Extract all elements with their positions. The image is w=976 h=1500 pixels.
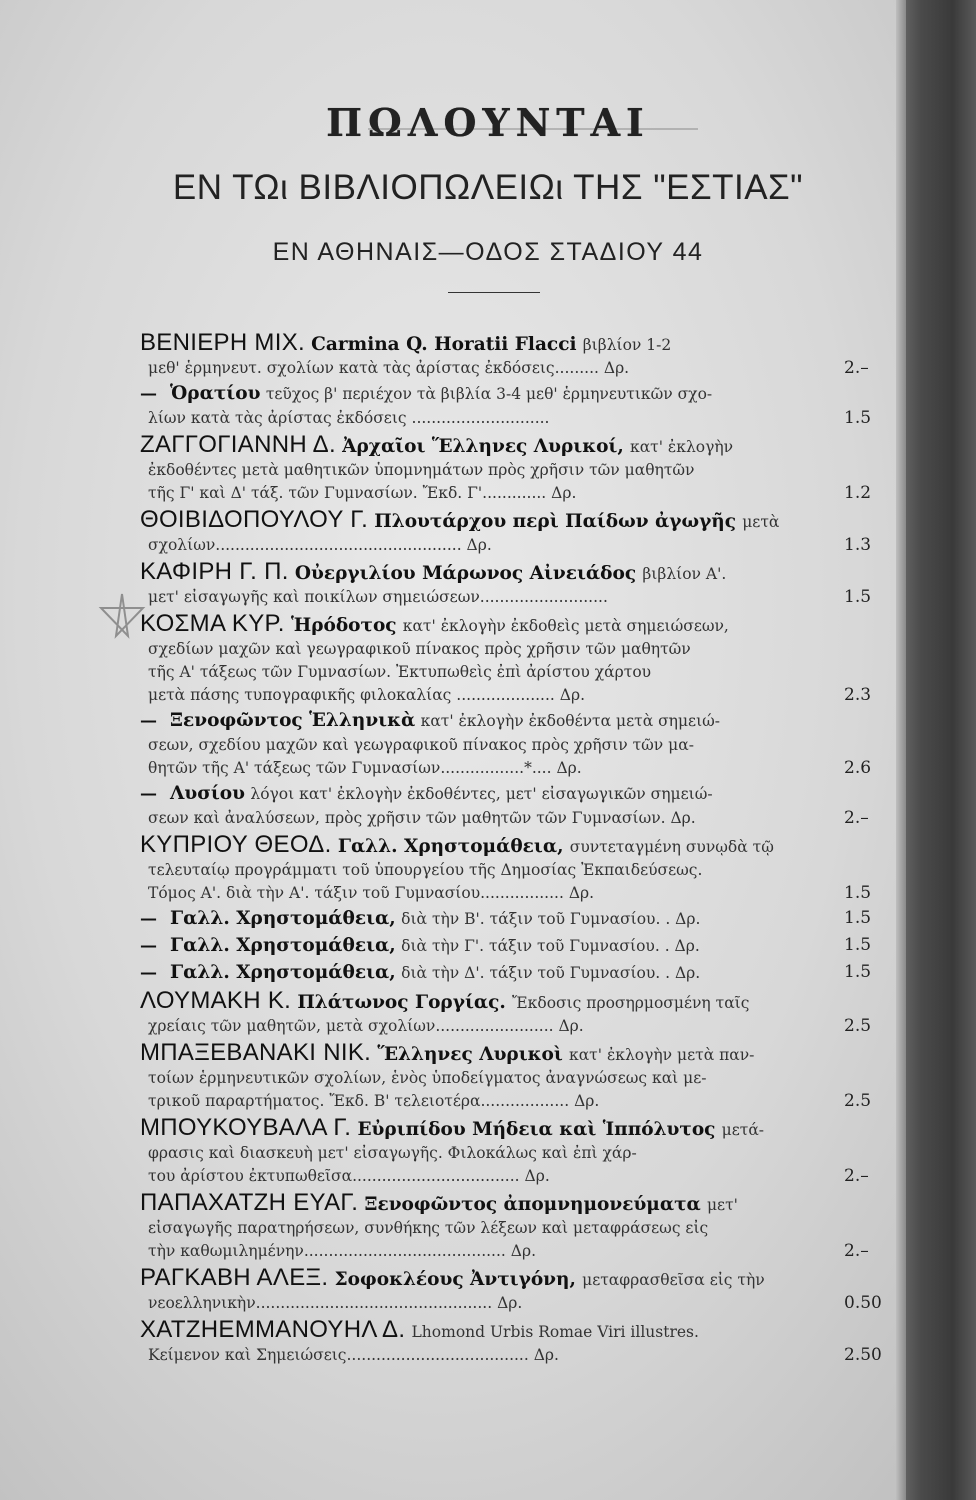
book-entry-heading	[140, 328, 856, 357]
author-name: ΠΑΠΑΧΑΤΖΗ ΕΥΑΓ.	[140, 1189, 359, 1216]
continuation-text: Κείμενον καὶ Σημειώσεις..................................... Δρ.	[148, 1346, 559, 1364]
header-rule	[448, 292, 540, 293]
author-name: ΚΥΠΡΙΟΥ ΘΕΟΔ.	[140, 831, 332, 858]
continuation-text: εἰσαγωγῆς παρατηρήσεων, συνθήκης τῶν λέξεων καὶ μεταφράσεως εἰς	[148, 1219, 709, 1237]
book-entry-heading	[140, 609, 856, 638]
book-description: διὰ τὴν Β'. τάξιν τοῦ Γυμνασίου. . Δρ.	[401, 910, 701, 928]
continuation-text: σεων, σχεδίου μαχῶν καὶ γεωγραφικοῦ πίνακος πρὸς χρῆσιν τῶν μα-	[148, 736, 694, 754]
book-title: Ὁρατίου	[170, 383, 261, 404]
author-name: ΘΟΙΒΙΔΟΠΟΥΛΟΥ Γ.	[140, 506, 369, 533]
book-entry-continuation	[140, 1217, 856, 1240]
book-description: βιβλίον 1-2	[582, 336, 672, 354]
book-entry-subitem	[140, 707, 856, 734]
book-title: Οὐεργιλίου Μάρωνος Αἰνειάδος	[294, 563, 637, 584]
page-title: ΠΩΛΟΥΝΤΑΙ	[326, 100, 650, 145]
price: 2.3	[844, 685, 872, 705]
price: 2.6	[844, 758, 872, 778]
ditto-dash: —	[140, 711, 157, 731]
bookshop-address: ΕΝ ΑΘΗΝΑΙΣ—ΟΔΟΣ ΣΤΑΔΙΟΥ 44	[272, 238, 704, 266]
book-description: μετ'	[706, 1196, 738, 1214]
book-entry-heading	[140, 505, 856, 534]
book-entry-heading	[140, 1113, 856, 1142]
book-entry-continuation	[140, 882, 872, 905]
book-entry-continuation	[140, 638, 856, 661]
book-description: διὰ τὴν Δ'. τάξιν τοῦ Γυμνασίου. . Δρ.	[401, 964, 701, 982]
price: 1.5	[844, 908, 872, 928]
book-description: κατ' ἐκλογὴν	[630, 438, 734, 456]
price: 1.5	[844, 587, 872, 607]
book-entry-continuation	[140, 407, 872, 430]
continuation-text: μετὰ πάσης τυπογραφικῆς φιλοκαλίας .................... Δρ.	[148, 686, 585, 704]
continuation-text: τῆς Γ' καὶ Δ' τάξ. τῶν Γυμνασίων. Ἔκδ. Γ'............. Δρ.	[148, 484, 577, 502]
book-description: κατ' ἐκλογὴν μετὰ παν-	[569, 1046, 755, 1064]
book-entry-continuation	[140, 357, 869, 380]
book-title: Ἀρχαῖοι Ἕλληνες Λυρικοί,	[342, 436, 624, 457]
author-name: ΜΠΑΞΕΒΑΝΑΚΙ ΝΙΚ.	[140, 1039, 372, 1066]
book-title: Λυσίου	[170, 783, 245, 804]
book-entry-subitem	[140, 905, 872, 932]
book-entry-continuation	[140, 459, 856, 482]
author-name: ΚΑΦΙΡΗ Γ. Π.	[140, 558, 289, 585]
continuation-text: φρασις καὶ διασκευὴ μετ' εἰσαγωγῆς. Φιλοκάλως καὶ ἐπὶ χάρ-	[148, 1144, 637, 1162]
continuation-text: Τόμος Α'. διὰ τὴν Α'. τάξιν τοῦ Γυμνασίου................. Δρ.	[148, 884, 595, 902]
continuation-text: σεων καὶ ἀναλύσεων, πρὸς χρῆσιν τῶν μαθητῶν τῶν Γυμνασίων. Δρ.	[148, 809, 696, 827]
page-edge	[896, 0, 906, 1500]
continuation-text: θητῶν τῆς Α' τάξεως τῶν Γυμνασίων.................*.... Δρ.	[148, 759, 582, 777]
ditto-dash: —	[140, 963, 157, 983]
book-description: μετὰ	[742, 513, 780, 531]
book-description: λόγοι κατ' ἐκλογὴν ἐκδοθέντες, μετ' εἰσαγωγικῶν σημειώ-	[250, 785, 713, 803]
book-title: Γαλλ. Χρηστομάθεια,	[337, 836, 564, 857]
bookshop-name: ΕΝ ΤΩι ΒΙΒΛΙΟΠΩΛΕΙΩι ΤΗΣ "ΕΣΤΙΑΣ"	[172, 168, 804, 207]
book-description: διὰ τὴν Γ'. τάξιν τοῦ Γυμνασίου. . Δρ.	[401, 937, 700, 955]
price: 1.5	[844, 935, 872, 955]
author-name: ΒΕΝΙΕΡΗ ΜΙΧ.	[140, 329, 305, 356]
book-entry-continuation	[140, 684, 872, 707]
continuation-text: τρικοῦ παραρτήματος. Ἔκδ. Β' τελειοτέρα.................. Δρ.	[148, 1092, 600, 1110]
book-entry-continuation	[140, 734, 856, 757]
book-entry-heading	[140, 557, 856, 586]
book-list	[140, 328, 882, 1367]
book-description: Ἔκδοσις προσηρμοσμένη ταῖς	[512, 994, 750, 1012]
continuation-text: ἐκδοθέντες μετὰ μαθητικῶν ὑπομνημάτων πρὸς χρῆσιν τῶν μαθητῶν	[148, 461, 695, 479]
book-binding	[898, 0, 976, 1500]
price: 2.5	[844, 1091, 872, 1111]
book-entry-heading	[140, 1263, 856, 1292]
book-entry-continuation	[140, 482, 872, 505]
price: 2.–	[844, 1166, 869, 1186]
book-description: βιβλίον Α'.	[642, 565, 727, 583]
book-entry-continuation	[140, 1240, 869, 1263]
book-entry-heading	[140, 1038, 856, 1067]
book-entry-continuation	[140, 1292, 882, 1315]
price: 1.3	[844, 535, 872, 555]
price: 1.5	[844, 408, 872, 428]
book-entry-subitem	[140, 932, 872, 959]
book-description: συντεταγμένη συνῳδὰ τῷ	[569, 838, 774, 856]
price: 2.–	[844, 808, 869, 828]
book-entry-continuation	[140, 534, 872, 557]
book-entry-continuation	[140, 1165, 869, 1188]
book-title: Carmina Q. Horatii Flacci	[311, 334, 577, 355]
author-name: ΡΑΓΚΑΒΗ ΑΛΕΞ.	[140, 1264, 329, 1291]
book-entry-subitem	[140, 959, 872, 986]
price: 2.50	[844, 1345, 882, 1365]
book-entry-heading	[140, 430, 856, 459]
book-description: κατ' ἐκλογὴν ἐκδοθεὶς μετὰ σημειώσεων,	[402, 617, 729, 635]
price: 2.–	[844, 1241, 869, 1261]
book-entry-continuation	[140, 1142, 856, 1165]
book-title: Εὐριπίδου Μήδεια καὶ Ἱππόλυτος	[357, 1119, 716, 1140]
author-name: ΚΟΣΜΑ ΚΥΡ.	[140, 610, 285, 637]
book-title: Σοφοκλέους Ἀντιγόνη,	[334, 1269, 576, 1290]
ditto-dash: —	[140, 936, 157, 956]
continuation-text: σχολίων.................................................. Δρ.	[148, 536, 492, 554]
continuation-text: τῆς Α' τάξεως τῶν Γυμνασίων. Ἐκτυπωθεὶς ἐπὶ ἀρίστου χάρτου	[148, 663, 652, 681]
book-entry-heading	[140, 1188, 856, 1217]
book-entry-continuation	[140, 807, 869, 830]
continuation-text: του ἀρίστου ἐκτυπωθεῖσα.................................. Δρ.	[148, 1167, 550, 1185]
continuation-text: σχεδίων μαχῶν καὶ γεωγραφικοῦ πίνακος πρὸς χρῆσιν τῶν μαθητῶν	[148, 640, 691, 658]
book-entry-continuation	[140, 757, 872, 780]
continuation-text: χρείαις τῶν μαθητῶν, μετὰ σχολίων........................ Δρ.	[148, 1017, 584, 1035]
continuation-text: τοίων ἑρμηνευτικῶν σχολίων, ἑνὸς ὑποδείγματος ἀναγνώσεως καὶ με-	[148, 1069, 707, 1087]
ditto-dash: —	[140, 909, 157, 929]
author-name: ΛΟΥΜΑΚΗ Κ.	[140, 987, 292, 1014]
book-description: τεῦχος β' περιέχον τὰ βιβλία 3-4 μεθ' ἑρμηνευτικῶν σχο-	[265, 385, 713, 403]
continuation-text: τελευταίῳ προγράμματι τοῦ ὑπουργείου τῆς Δημοσίας Ἐκπαιδεύσεως.	[148, 861, 703, 879]
book-description: μεταφρασθεῖσα εἰς τὴν	[582, 1271, 765, 1289]
book-title: Ξενοφῶντος ἀπομνημονεύματα	[364, 1194, 701, 1215]
continuation-text: νεοελληνικὴν................................................ Δρ.	[148, 1294, 523, 1312]
book-title: Πλάτωνος Γοργίας.	[297, 992, 506, 1013]
book-entry-continuation	[140, 859, 856, 882]
book-title: Γαλλ. Χρηστομάθεια,	[170, 908, 396, 929]
price: 1.2	[844, 483, 872, 503]
continuation-text: λίων κατὰ τὰς ἀρίστας ἐκδόσεις ............................	[148, 409, 550, 427]
book-title: Γαλλ. Χρηστομάθεια,	[170, 962, 396, 983]
ditto-dash: —	[140, 784, 157, 804]
continuation-text: μεθ' ἑρμηνευτ. σχολίων κατὰ τὰς ἀρίστας ἐκδόσεις......... Δρ.	[148, 359, 630, 377]
price: 0.50	[844, 1293, 882, 1313]
book-description: κατ' ἐκλογὴν ἐκδοθέντα μετὰ σημειώ-	[420, 712, 721, 730]
book-entry-continuation	[140, 1067, 856, 1090]
book-title: Γαλλ. Χρηστομάθεια,	[170, 935, 396, 956]
ditto-dash: —	[140, 384, 157, 404]
author-name: ΖΑΓΓΟΓΙΑΝΝΗ Δ.	[140, 431, 336, 458]
author-name: ΜΠΟΥΚΟΥΒΑΛΑ Γ.	[140, 1114, 352, 1141]
continuation-text: μετ' εἰσαγωγῆς καὶ ποικίλων σημειώσεων..........................	[148, 588, 608, 606]
book-title: Ἡρόδοτος	[290, 615, 397, 636]
price: 2.5	[844, 1016, 872, 1036]
price: 2.–	[844, 358, 869, 378]
book-entry-heading	[140, 1315, 856, 1344]
book-entry-continuation	[140, 1344, 882, 1367]
book-entry-subitem	[140, 380, 856, 407]
price: 1.5	[844, 962, 872, 982]
book-entry-subitem	[140, 780, 856, 807]
book-entry-continuation	[140, 1090, 872, 1113]
book-entry-heading	[140, 830, 856, 859]
book-entry-heading	[140, 986, 856, 1015]
book-entry-continuation	[140, 586, 872, 609]
book-description: μετά-	[721, 1121, 765, 1139]
book-description: Lhomond Urbis Romae Viri illustres.	[411, 1323, 699, 1341]
book-entry-continuation	[140, 661, 856, 684]
book-entry-continuation	[140, 1015, 872, 1038]
price: 1.5	[844, 883, 872, 903]
author-name: ΧΑΤΖΗΕΜΜΑΝΟΥΗΛ Δ.	[140, 1316, 406, 1343]
book-title: Ξενοφῶντος Ἑλληνικὰ	[170, 710, 416, 731]
continuation-text: τὴν καθωμιλημένην......................................... Δρ.	[148, 1242, 536, 1260]
book-title: Πλουτάρχου περὶ Παίδων ἀγωγῆς	[374, 511, 737, 532]
book-title: Ἕλληνες Λυρικοὶ	[377, 1044, 563, 1065]
